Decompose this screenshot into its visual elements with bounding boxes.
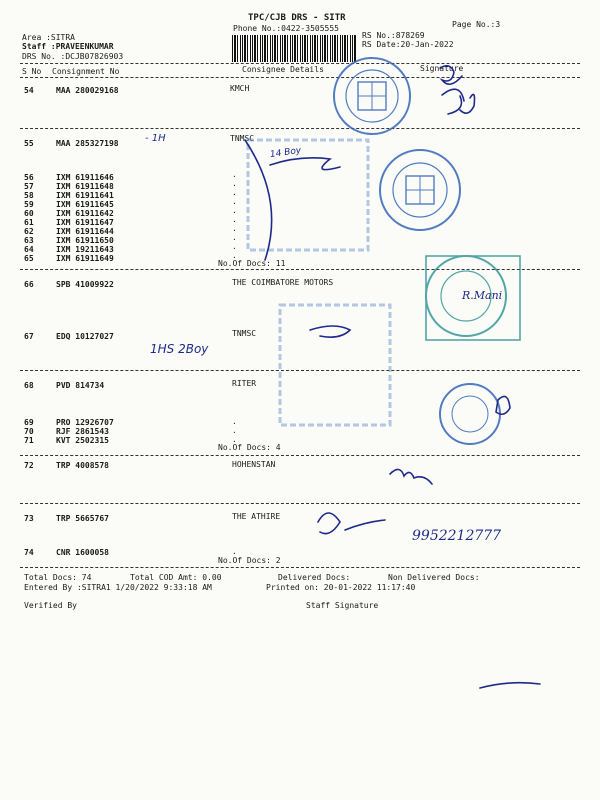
handwritten-signature-66: R.Mani xyxy=(462,289,503,302)
row-sno: 58 xyxy=(24,191,34,200)
handwritten-note-67: 1HS 2Boy xyxy=(150,342,209,356)
pen-signature-icon xyxy=(245,66,540,688)
row-consignee: . xyxy=(232,426,237,435)
row-consignee: THE ATHIRE xyxy=(232,512,281,521)
row-consignee: . xyxy=(232,224,237,233)
total-cod-amount: Total COD Amt: 0.00 xyxy=(130,573,222,582)
row-consignee: . xyxy=(232,188,237,197)
col-consignee: Consignee Details xyxy=(242,65,324,74)
row-consignment-no: IXM 61911641 xyxy=(56,191,114,200)
row-sno: 56 xyxy=(24,173,34,182)
row-consignment-no: IXM 61911642 xyxy=(56,209,114,218)
row-sno: 72 xyxy=(24,461,34,470)
row-consignment-no: IXM 61911646 xyxy=(56,173,114,182)
faded-rect-stamp-icon xyxy=(248,140,390,425)
row-consignment-no: TRP 5665767 xyxy=(56,514,109,523)
row-consignee: . xyxy=(232,215,237,224)
row-consignment-no: TRP 4008578 xyxy=(56,461,109,470)
row-consignee: TNMSC xyxy=(230,134,255,143)
row-consignment-no: PVD 814734 xyxy=(56,381,105,390)
page-number: Page No.:3 xyxy=(452,20,501,29)
row-sno: 63 xyxy=(24,236,34,245)
row-consignment-no: MAA 280029168 xyxy=(56,86,119,95)
group-doc-count: No.Of Docs: 4 xyxy=(218,443,281,452)
row-sno: 64 xyxy=(24,245,34,254)
col-signature: Signature xyxy=(420,64,464,73)
delivered-docs: Delivered Docs: xyxy=(278,573,351,582)
row-consignment-no: IXM 19211643 xyxy=(56,245,114,254)
row-consignment-no: IXM 61911645 xyxy=(56,200,114,209)
row-consignee: TNMSC xyxy=(232,329,257,338)
phone-number: Phone No.:0422-3505555 xyxy=(233,24,339,33)
row-sno: 62 xyxy=(24,227,34,236)
row-sno: 70 xyxy=(24,427,34,436)
printed-on: Printed on: 20-01-2022 11:17:40 xyxy=(266,583,416,592)
row-sno: 74 xyxy=(24,548,34,557)
row-consignee: . xyxy=(232,206,237,215)
handwritten-phone-73: 9952212777 xyxy=(412,528,502,544)
row-consignment-no: PRO 12926707 xyxy=(56,418,114,427)
row-sno: 55 xyxy=(24,139,34,148)
row-sno: 61 xyxy=(24,218,34,227)
row-consignee: HOHENSTAN xyxy=(232,460,276,469)
row-sno: 73 xyxy=(24,514,34,523)
row-sno: 68 xyxy=(24,381,34,390)
row-consignment-no: IXM 61911650 xyxy=(56,236,114,245)
row-consignment-no: SPB 41009922 xyxy=(56,280,114,289)
row-consignment-no: IXM 61911647 xyxy=(56,218,114,227)
row-consignee: THE COIMBATORE MOTORS xyxy=(232,278,334,287)
row-consignee: KMCH xyxy=(230,84,250,93)
india-stamp-icon xyxy=(440,384,500,444)
entered-by: Entered By :SITRA1 1/20/2022 9:33:18 AM xyxy=(24,583,212,592)
row-consignee: . xyxy=(232,242,237,251)
row-consignee: . xyxy=(232,179,237,188)
handwritten-note-55b: 14 Boy xyxy=(269,145,302,161)
verified-by: Verified By xyxy=(24,601,77,610)
row-consignee: RITER xyxy=(232,379,257,388)
non-delivered-docs: Non Delivered Docs: xyxy=(388,573,480,582)
row-consignment-no: IXM 61911644 xyxy=(56,227,114,236)
group-doc-count: No.Of Docs: 11 xyxy=(218,259,286,268)
area-label: Area :SITRA xyxy=(22,33,75,42)
row-sno: 67 xyxy=(24,332,34,341)
row-consignee: . xyxy=(232,197,237,206)
row-consignment-no: EDQ 10127027 xyxy=(56,332,114,341)
staff-label: Staff :PRAVEENKUMAR xyxy=(22,42,114,51)
group-doc-count: No.Of Docs: 2 xyxy=(218,556,281,565)
rs-date: RS Date:20-Jan-2022 xyxy=(362,40,454,49)
total-docs: Total Docs: 74 xyxy=(24,573,92,582)
col-sno: S No xyxy=(22,67,42,76)
row-consignee: . xyxy=(232,233,237,242)
row-consignment-no: CNR 1600058 xyxy=(56,548,109,557)
row-consignment-no: MAA 285327198 xyxy=(56,139,119,148)
row-sno: 59 xyxy=(24,200,34,209)
row-sno: 66 xyxy=(24,280,34,289)
drs-number: DRS No. :DCJB07826903 xyxy=(22,52,124,61)
row-sno: 54 xyxy=(24,86,34,95)
row-consignee: . xyxy=(232,417,237,426)
row-sno: 57 xyxy=(24,182,34,191)
row-sno: 69 xyxy=(24,418,34,427)
row-consignment-no: KVT 2502315 xyxy=(56,436,109,445)
document-title: TPC/CJB DRS - SITR xyxy=(248,13,346,23)
kmch-stamp-2-icon xyxy=(380,150,460,230)
row-sno: 60 xyxy=(24,209,34,218)
row-consignee: . xyxy=(232,251,237,260)
staff-signature-label: Staff Signature xyxy=(306,601,379,610)
row-consignee: . xyxy=(232,435,237,444)
row-consignment-no: IXM 61911649 xyxy=(56,254,114,263)
row-sno: 71 xyxy=(24,436,34,445)
row-consignee: . xyxy=(232,170,237,179)
col-consignment: Consignment No xyxy=(52,67,120,76)
kmch-stamp-icon xyxy=(334,58,410,134)
handwritten-note-55: - 1H xyxy=(145,133,166,144)
row-sno: 65 xyxy=(24,254,34,263)
row-consignment-no: IXM 61911648 xyxy=(56,182,114,191)
row-consignment-no: RJF 2861543 xyxy=(56,427,109,436)
row-consignee: . xyxy=(232,547,237,556)
rs-number: RS No.:878269 xyxy=(362,31,425,40)
